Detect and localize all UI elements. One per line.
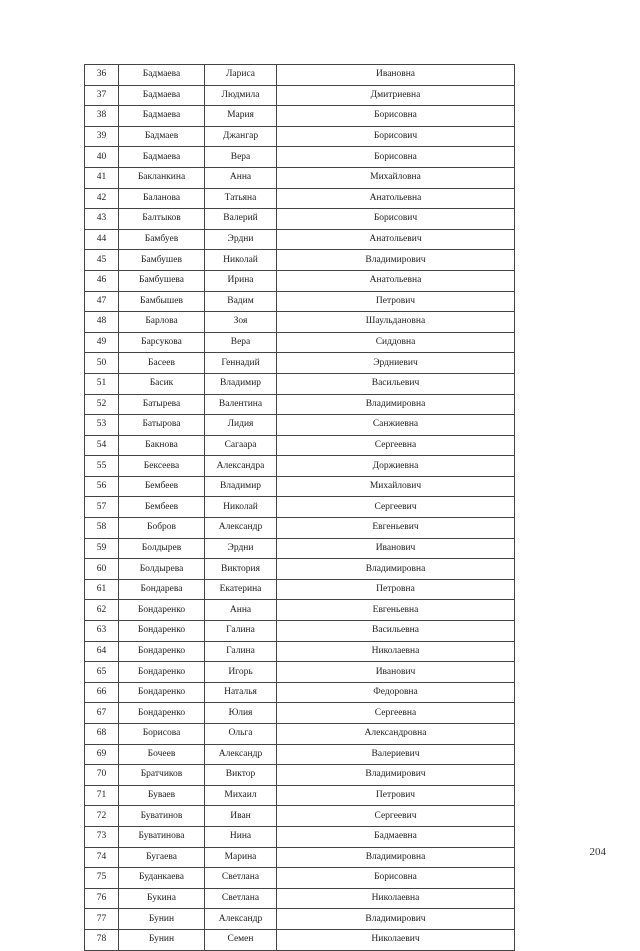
patronymic-cell: Борисовна [277, 868, 515, 889]
row-number: 60 [85, 559, 119, 580]
table-row [85, 847, 515, 868]
patronymic-cell: Николаевич [277, 929, 515, 950]
last-name-cell: Бондаренко [119, 600, 205, 621]
first-name-cell: Эрдни [205, 229, 277, 250]
last-name-cell: Барлова [119, 312, 205, 333]
page-number: 204 [589, 846, 606, 858]
row-number: 64 [85, 641, 119, 662]
first-name-cell: Марина [205, 847, 277, 868]
first-name-cell: Александра [205, 456, 277, 477]
first-name-cell: Анна [205, 167, 277, 188]
last-name-cell: Барсукова [119, 332, 205, 353]
first-name-cell: Лариса [205, 65, 277, 86]
patronymic-cell: Борисовна [277, 106, 515, 127]
table-row [85, 353, 515, 374]
table-row [85, 167, 515, 188]
last-name-cell: Букина [119, 888, 205, 909]
row-number: 65 [85, 662, 119, 683]
first-name-cell: Александр [205, 744, 277, 765]
first-name-cell: Сагаара [205, 435, 277, 456]
patronymic-cell: Доржиевна [277, 456, 515, 477]
last-name-cell: Бамбушева [119, 270, 205, 291]
table-row [85, 229, 515, 250]
row-number: 74 [85, 847, 119, 868]
table-row [85, 209, 515, 230]
patronymic-cell: Владимировна [277, 559, 515, 580]
first-name-cell: Виктория [205, 559, 277, 580]
last-name-cell: Буватинова [119, 826, 205, 847]
patronymic-cell: Александровна [277, 724, 515, 745]
patronymic-cell: Шаульдановна [277, 312, 515, 333]
first-name-cell: Светлана [205, 888, 277, 909]
table-row [85, 806, 515, 827]
table-row [85, 538, 515, 559]
table-row [85, 250, 515, 271]
first-name-cell: Юлия [205, 703, 277, 724]
last-name-cell: Бондаренко [119, 641, 205, 662]
patronymic-cell: Санжиевна [277, 415, 515, 436]
row-number: 67 [85, 703, 119, 724]
table-row [85, 703, 515, 724]
last-name-cell: Братчиков [119, 765, 205, 786]
table-row [85, 332, 515, 353]
patronymic-cell: Федоровна [277, 682, 515, 703]
row-number: 54 [85, 435, 119, 456]
last-name-cell: Баланова [119, 188, 205, 209]
last-name-cell: Буданкаева [119, 868, 205, 889]
first-name-cell: Иван [205, 806, 277, 827]
table-row [85, 373, 515, 394]
row-number: 71 [85, 785, 119, 806]
first-name-cell: Людмила [205, 85, 277, 106]
first-name-cell: Николай [205, 250, 277, 271]
names-table-body [85, 65, 515, 951]
table-row [85, 662, 515, 683]
row-number: 57 [85, 497, 119, 518]
first-name-cell: Вера [205, 332, 277, 353]
patronymic-cell: Владимирович [277, 250, 515, 271]
document-page [84, 64, 514, 951]
last-name-cell: Бембеев [119, 476, 205, 497]
patronymic-cell: Иванович [277, 662, 515, 683]
row-number: 38 [85, 106, 119, 127]
table-row [85, 600, 515, 621]
first-name-cell: Владимир [205, 476, 277, 497]
patronymic-cell: Владимировна [277, 847, 515, 868]
patronymic-cell: Петрович [277, 785, 515, 806]
table-row [85, 312, 515, 333]
patronymic-cell: Васильевич [277, 373, 515, 394]
first-name-cell: Владимир [205, 373, 277, 394]
row-number: 73 [85, 826, 119, 847]
first-name-cell: Джангар [205, 126, 277, 147]
last-name-cell: Батырова [119, 415, 205, 436]
table-row [85, 147, 515, 168]
patronymic-cell: Бадмаевна [277, 826, 515, 847]
patronymic-cell: Дмитриевна [277, 85, 515, 106]
row-number: 40 [85, 147, 119, 168]
row-number: 63 [85, 621, 119, 642]
row-number: 49 [85, 332, 119, 353]
patronymic-cell: Владимирович [277, 765, 515, 786]
first-name-cell: Эрдни [205, 538, 277, 559]
patronymic-cell: Эрдниевич [277, 353, 515, 374]
row-number: 52 [85, 394, 119, 415]
first-name-cell: Анна [205, 600, 277, 621]
table-row [85, 415, 515, 436]
patronymic-cell: Владимирович [277, 909, 515, 930]
last-name-cell: Басеев [119, 353, 205, 374]
row-number: 42 [85, 188, 119, 209]
table-row [85, 744, 515, 765]
table-row [85, 106, 515, 127]
row-number: 76 [85, 888, 119, 909]
table-row [85, 579, 515, 600]
row-number: 55 [85, 456, 119, 477]
patronymic-cell: Сергеевич [277, 806, 515, 827]
table-row [85, 65, 515, 86]
table-row [85, 476, 515, 497]
first-name-cell: Семен [205, 929, 277, 950]
first-name-cell: Виктор [205, 765, 277, 786]
last-name-cell: Бадмаева [119, 147, 205, 168]
patronymic-cell: Ивановна [277, 65, 515, 86]
row-number: 36 [85, 65, 119, 86]
table-row [85, 435, 515, 456]
first-name-cell: Валерий [205, 209, 277, 230]
patronymic-cell: Сергеевич [277, 497, 515, 518]
table-row [85, 682, 515, 703]
last-name-cell: Бакланкина [119, 167, 205, 188]
last-name-cell: Болдырев [119, 538, 205, 559]
row-number: 61 [85, 579, 119, 600]
row-number: 75 [85, 868, 119, 889]
first-name-cell: Вера [205, 147, 277, 168]
patronymic-cell: Сергеевна [277, 435, 515, 456]
patronymic-cell: Анатольевич [277, 229, 515, 250]
table-row [85, 291, 515, 312]
patronymic-cell: Иванович [277, 538, 515, 559]
row-number: 56 [85, 476, 119, 497]
row-number: 37 [85, 85, 119, 106]
last-name-cell: Буватинов [119, 806, 205, 827]
last-name-cell: Бадмаева [119, 85, 205, 106]
patronymic-cell: Борисович [277, 126, 515, 147]
patronymic-cell: Николаевна [277, 641, 515, 662]
last-name-cell: Балтыков [119, 209, 205, 230]
row-number: 39 [85, 126, 119, 147]
last-name-cell: Бунин [119, 909, 205, 930]
first-name-cell: Александр [205, 518, 277, 539]
table-row [85, 85, 515, 106]
row-number: 44 [85, 229, 119, 250]
patronymic-cell: Николаевна [277, 888, 515, 909]
table-row [85, 888, 515, 909]
row-number: 77 [85, 909, 119, 930]
first-name-cell: Галина [205, 641, 277, 662]
last-name-cell: Бондаренко [119, 621, 205, 642]
last-name-cell: Батырева [119, 394, 205, 415]
table-row [85, 621, 515, 642]
last-name-cell: Борисова [119, 724, 205, 745]
table-row [85, 909, 515, 930]
last-name-cell: Басик [119, 373, 205, 394]
first-name-cell: Екатерина [205, 579, 277, 600]
table-row [85, 456, 515, 477]
last-name-cell: Бондаренко [119, 662, 205, 683]
patronymic-cell: Михайлович [277, 476, 515, 497]
names-table [84, 64, 515, 951]
row-number: 51 [85, 373, 119, 394]
patronymic-cell: Борисович [277, 209, 515, 230]
table-row [85, 641, 515, 662]
first-name-cell: Ольга [205, 724, 277, 745]
row-number: 50 [85, 353, 119, 374]
table-row [85, 559, 515, 580]
last-name-cell: Бембеев [119, 497, 205, 518]
last-name-cell: Бондарева [119, 579, 205, 600]
last-name-cell: Бунин [119, 929, 205, 950]
table-row [85, 785, 515, 806]
last-name-cell: Бадмаева [119, 106, 205, 127]
last-name-cell: Бамбушев [119, 250, 205, 271]
row-number: 48 [85, 312, 119, 333]
first-name-cell: Мария [205, 106, 277, 127]
first-name-cell: Александр [205, 909, 277, 930]
first-name-cell: Игорь [205, 662, 277, 683]
row-number: 43 [85, 209, 119, 230]
patronymic-cell: Михайловна [277, 167, 515, 188]
row-number: 41 [85, 167, 119, 188]
row-number: 72 [85, 806, 119, 827]
last-name-cell: Бочеев [119, 744, 205, 765]
last-name-cell: Бондаренко [119, 682, 205, 703]
last-name-cell: Бамбышев [119, 291, 205, 312]
table-row [85, 765, 515, 786]
first-name-cell: Светлана [205, 868, 277, 889]
row-number: 78 [85, 929, 119, 950]
last-name-cell: Бобров [119, 518, 205, 539]
last-name-cell: Буваев [119, 785, 205, 806]
last-name-cell: Бакнова [119, 435, 205, 456]
first-name-cell: Лидия [205, 415, 277, 436]
patronymic-cell: Петрович [277, 291, 515, 312]
table-row [85, 724, 515, 745]
table-row [85, 497, 515, 518]
patronymic-cell: Сиддовна [277, 332, 515, 353]
table-row [85, 126, 515, 147]
row-number: 59 [85, 538, 119, 559]
patronymic-cell: Евгеньевич [277, 518, 515, 539]
table-row [85, 826, 515, 847]
patronymic-cell: Анатольевна [277, 188, 515, 209]
row-number: 46 [85, 270, 119, 291]
first-name-cell: Татьяна [205, 188, 277, 209]
row-number: 45 [85, 250, 119, 271]
first-name-cell: Зоя [205, 312, 277, 333]
patronymic-cell: Валериевич [277, 744, 515, 765]
table-row [85, 394, 515, 415]
table-row [85, 929, 515, 950]
last-name-cell: Бадмаева [119, 65, 205, 86]
table-row [85, 188, 515, 209]
last-name-cell: Бадмаев [119, 126, 205, 147]
row-number: 66 [85, 682, 119, 703]
row-number: 70 [85, 765, 119, 786]
first-name-cell: Валентина [205, 394, 277, 415]
patronymic-cell: Борисовна [277, 147, 515, 168]
first-name-cell: Вадим [205, 291, 277, 312]
row-number: 68 [85, 724, 119, 745]
last-name-cell: Болдырева [119, 559, 205, 580]
table-row [85, 270, 515, 291]
patronymic-cell: Васильевна [277, 621, 515, 642]
patronymic-cell: Анатольевна [277, 270, 515, 291]
first-name-cell: Геннадий [205, 353, 277, 374]
patronymic-cell: Петровна [277, 579, 515, 600]
first-name-cell: Ирина [205, 270, 277, 291]
patronymic-cell: Владимировна [277, 394, 515, 415]
last-name-cell: Бондаренко [119, 703, 205, 724]
patronymic-cell: Сергеевна [277, 703, 515, 724]
first-name-cell: Наталья [205, 682, 277, 703]
table-row [85, 518, 515, 539]
row-number: 62 [85, 600, 119, 621]
first-name-cell: Николай [205, 497, 277, 518]
first-name-cell: Галина [205, 621, 277, 642]
last-name-cell: Бексеева [119, 456, 205, 477]
row-number: 53 [85, 415, 119, 436]
row-number: 58 [85, 518, 119, 539]
row-number: 69 [85, 744, 119, 765]
row-number: 47 [85, 291, 119, 312]
first-name-cell: Нина [205, 826, 277, 847]
patronymic-cell: Евгеньевна [277, 600, 515, 621]
table-row [85, 868, 515, 889]
last-name-cell: Бамбуев [119, 229, 205, 250]
last-name-cell: Бугаева [119, 847, 205, 868]
first-name-cell: Михаил [205, 785, 277, 806]
